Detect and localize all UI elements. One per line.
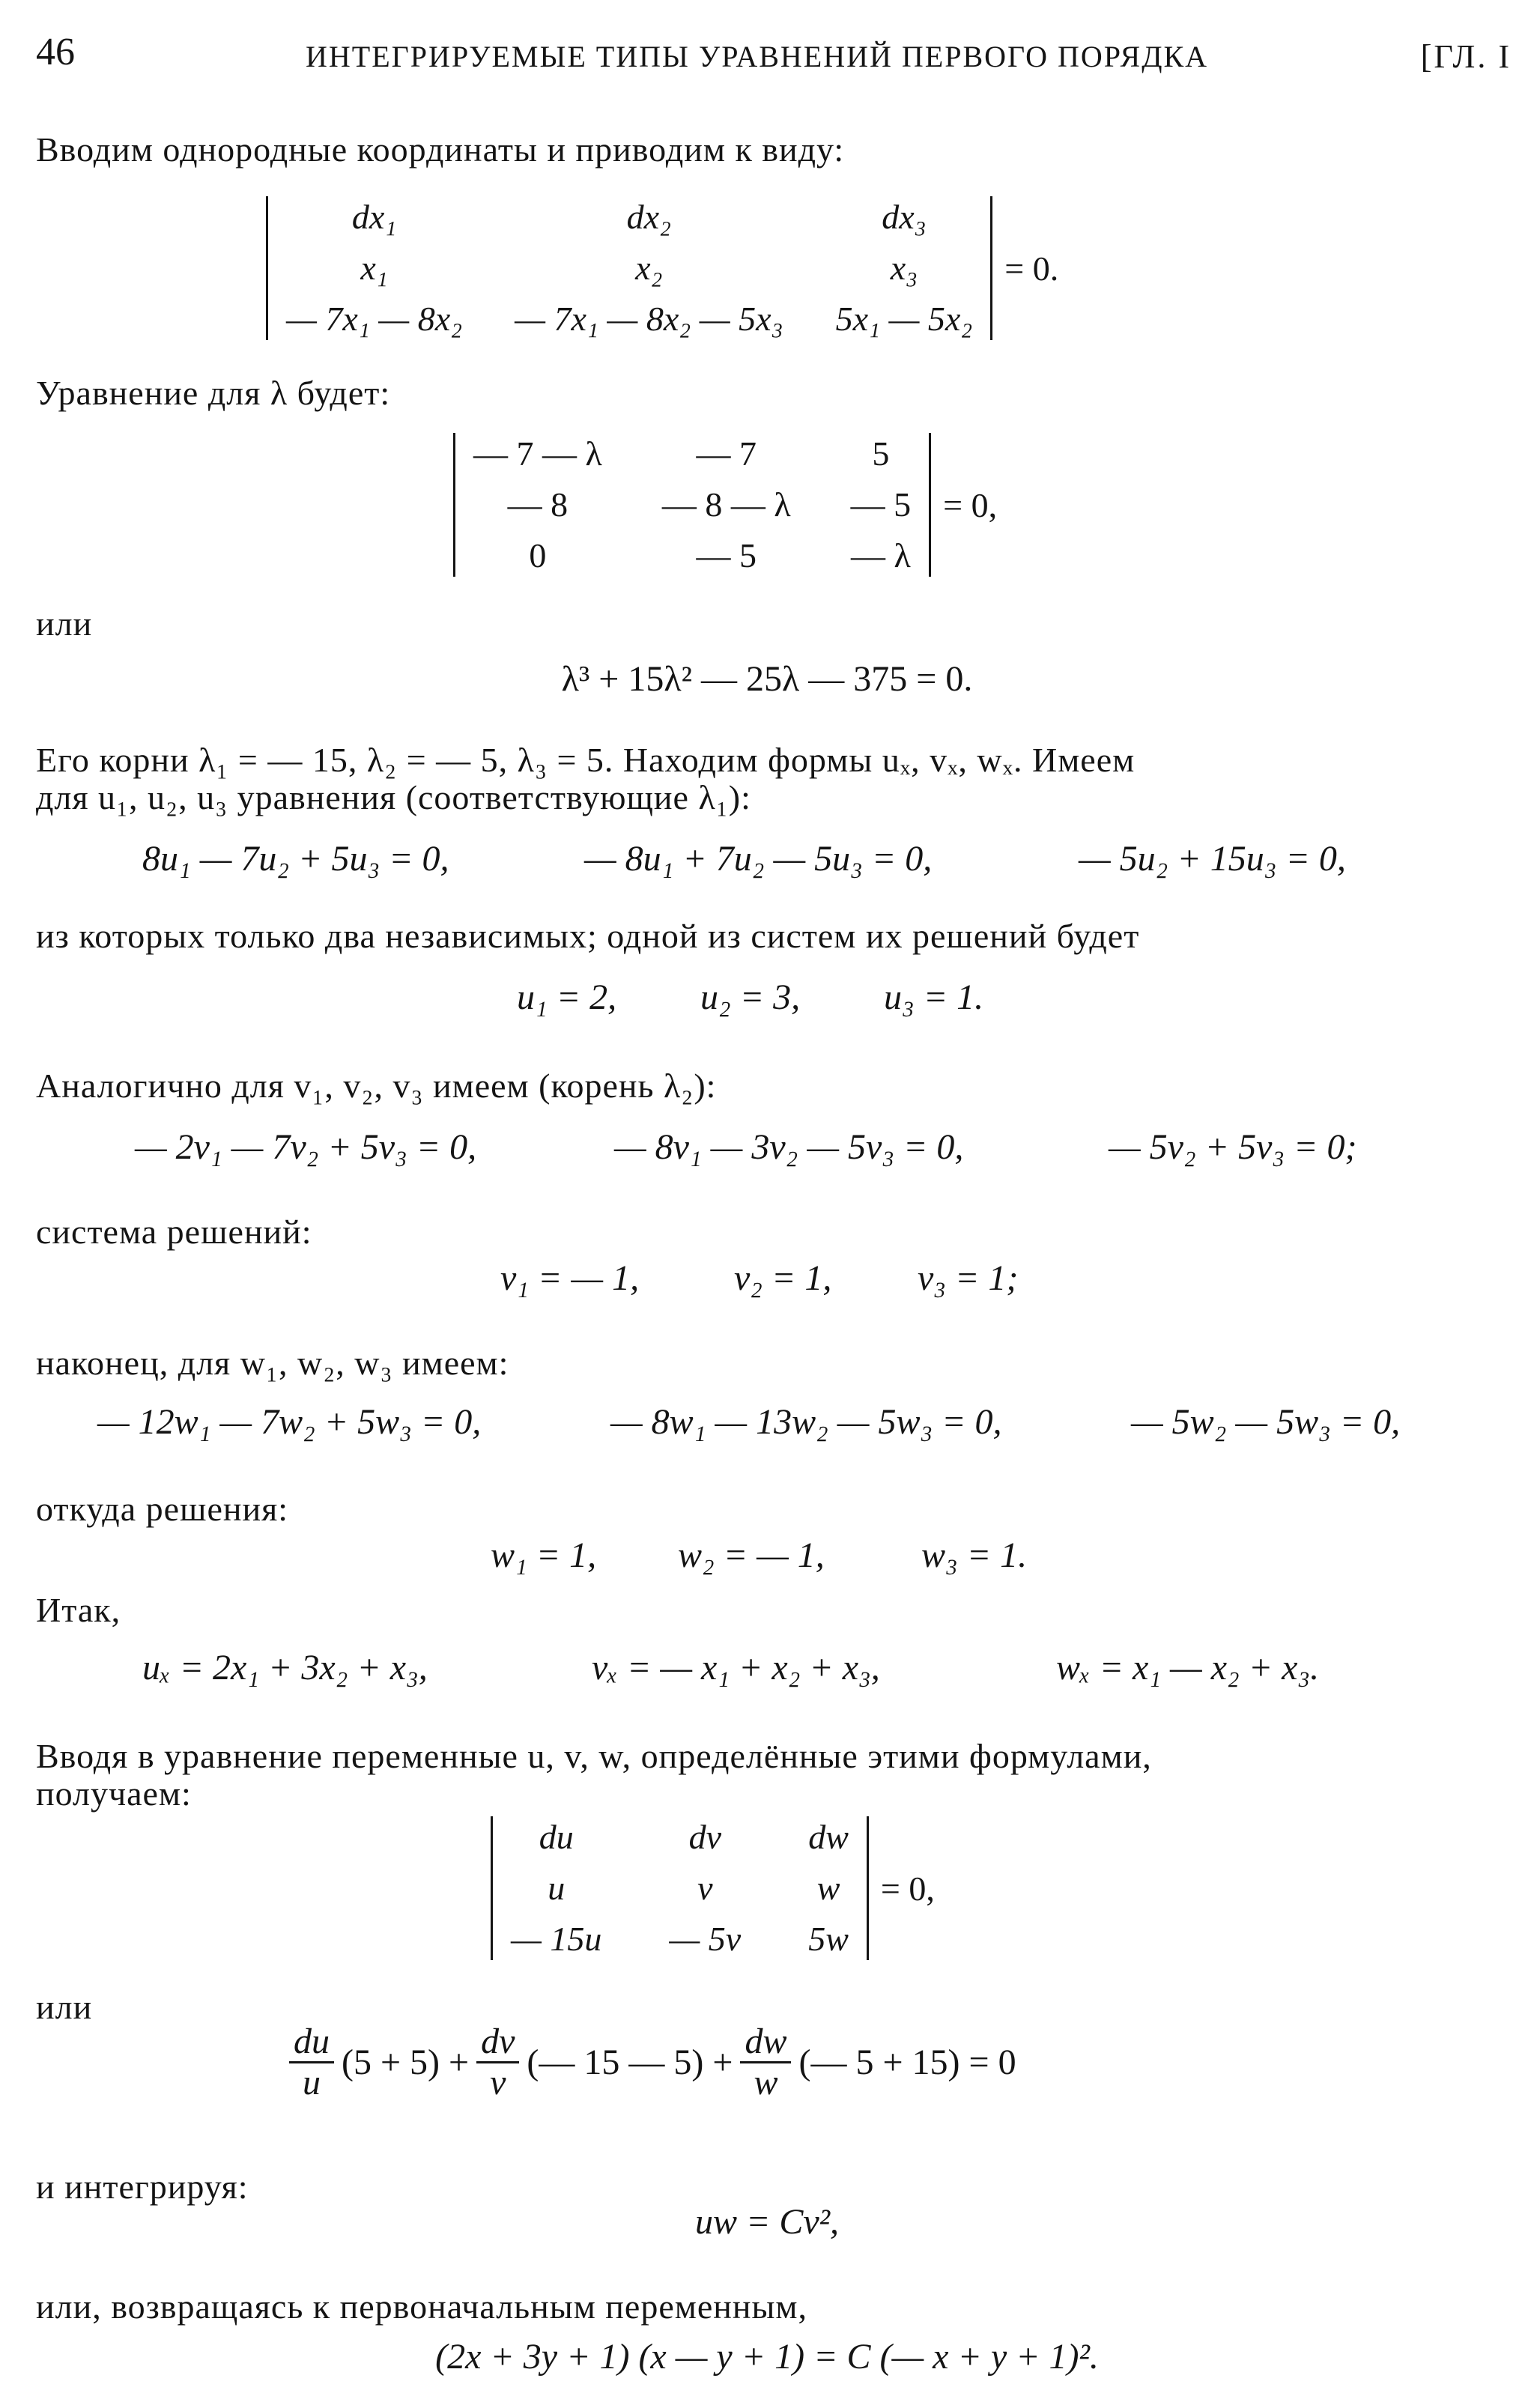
det3-cell: dv	[688, 1818, 722, 1856]
det2-cell: 5	[872, 434, 890, 473]
fraction-denominator: w	[754, 2063, 778, 2102]
running-title: ИНТЕГРИРУЕМЫЕ ТИПЫ УРАВНЕНИЙ ПЕРВОГО ПОРЯДКА	[306, 40, 1209, 73]
det2-cell: — 8	[507, 485, 569, 524]
sol-u-3: u₃ = 1.	[884, 977, 984, 1017]
determinant-1	[266, 196, 1058, 340]
paragraph-finally-w: наконец, для w₁, w₂, w₃ имеем:	[36, 1344, 509, 1382]
eq-v-3: — 5v₂ + 5v₃ = 0;	[1109, 1127, 1357, 1167]
det3-cell: v	[697, 1869, 713, 1907]
fraction-denominator: u	[303, 2063, 321, 2102]
det3-cell: u	[548, 1869, 566, 1907]
sol-u-1: u₁ = 2,	[517, 977, 617, 1017]
det2-cell: — λ	[850, 536, 911, 574]
det3-cell: dw	[808, 1818, 849, 1856]
paragraph-or-2: или	[36, 1988, 93, 2026]
sol-v-1: v₁ = — 1,	[500, 1258, 640, 1298]
fraction-numerator: dv	[476, 2022, 519, 2063]
fraction-term: (5 + 5) +	[342, 2042, 470, 2082]
fraction-numerator: dw	[740, 2022, 791, 2063]
paragraph-roots-1: Его корни λ₁ = — 15, λ₂ = — 5, λ₃ = 5. Находим формы uₓ, vₓ, wₓ. Имеем	[36, 741, 1136, 779]
det1-cell: dx₁	[351, 198, 397, 236]
paragraph-substitution-2: получаем:	[36, 1774, 192, 1813]
final-equation: (2x + 3y + 1) (x — y + 1) = C (— x + y + 1)².	[435, 2337, 1099, 2377]
det2-cell: — 5	[850, 485, 912, 524]
paragraph-thus: Итак,	[36, 1591, 121, 1629]
characteristic-equation: λ³ + 15λ² — 25λ — 375 = 0.	[561, 659, 973, 699]
eq-u-1: 8u₁ — 7u₂ + 5u₃ = 0,	[142, 839, 449, 879]
form-u: uₓ = 2x₁ + 3x₂ + x₃,	[142, 1648, 428, 1687]
fraction-equation	[285, 2022, 1019, 2102]
paragraph-roots-2: для u₁, u₂, u₃ уравнения (соответствующие λ₁):	[36, 778, 751, 816]
sol-u-2: u₂ = 3,	[700, 977, 801, 1017]
paragraph-intro: Вводим однородные координаты и приводим к виду:	[36, 130, 845, 169]
paragraph-integrating: и интегрируя:	[36, 2168, 249, 2206]
det1-cell: — 7x₁ — 8x₂ — 5x₃	[515, 300, 783, 338]
sol-w-1: w₁ = 1,	[491, 1535, 597, 1575]
page-number: 46	[36, 31, 75, 73]
sol-v-2: v₂ = 1,	[734, 1258, 832, 1298]
chapter-label: [ГЛ. I	[1420, 38, 1512, 75]
det3-cell: — 5v	[669, 1920, 742, 1958]
sol-v-3: v₃ = 1;	[918, 1258, 1019, 1298]
det2-rhs: = 0,	[943, 485, 998, 524]
det3-cell: — 15u	[511, 1920, 602, 1958]
determinant-2	[453, 433, 997, 577]
det2-cell: — 8 — λ	[661, 485, 791, 524]
form-v: vₓ = — x₁ + x₂ + x₃,	[592, 1648, 880, 1687]
fraction-du-u	[289, 2022, 334, 2102]
det1-cell: x₁	[360, 249, 388, 287]
eq-u-2: — 8u₁ + 7u₂ — 5u₃ = 0,	[584, 839, 933, 879]
page-header	[36, 30, 1512, 82]
paragraph-solution-system: система решений:	[36, 1213, 312, 1251]
eq-v-1: — 2v₁ — 7v₂ + 5v₃ = 0,	[135, 1127, 477, 1167]
det2-cell: 0	[529, 536, 547, 574]
fraction-term: (— 15 — 5) +	[527, 2042, 733, 2082]
paragraph-whence: откуда решения:	[36, 1490, 289, 1528]
det3-cell: du	[539, 1818, 574, 1856]
determinant-2-matrix	[453, 433, 931, 577]
eq-w-2: — 8w₁ — 13w₂ — 5w₃ = 0,	[610, 1402, 1002, 1442]
det1-cell: — 7x₁ — 8x₂	[286, 300, 463, 338]
sol-w-3: w₃ = 1.	[921, 1535, 1028, 1575]
fraction-denominator: v	[490, 2063, 506, 2102]
det3-rhs: = 0,	[880, 1869, 935, 1908]
determinant-3	[491, 1816, 935, 1960]
eq-v-2: — 8v₁ — 3v₂ — 5v₃ = 0,	[614, 1127, 964, 1167]
paragraph-lambda: Уравнение для λ будет:	[36, 374, 391, 412]
eq-w-1: — 12w₁ — 7w₂ + 5w₃ = 0,	[97, 1402, 482, 1442]
det1-cell: x₃	[890, 249, 918, 287]
paragraph-independent: из которых только два независимых; одной из систем их решений будет	[36, 917, 1140, 955]
det1-cell: 5x₁ — 5x₂	[835, 300, 973, 338]
paragraph-analog-v: Аналогично для v₁, v₂, v₃ имеем (корень λ₂):	[36, 1067, 717, 1105]
det1-cell: dx₃	[882, 198, 927, 236]
fraction-dw-w	[740, 2022, 791, 2102]
fraction-dv-v	[476, 2022, 519, 2102]
eq-u-3: — 5u₂ + 15u₃ = 0,	[1079, 839, 1346, 879]
fraction-term: (— 5 + 15) = 0	[798, 2042, 1016, 2082]
det2-cell: — 7 — λ	[473, 434, 602, 473]
integral-equation: uw = Cv²,	[694, 2202, 840, 2242]
det1-rhs: = 0.	[1004, 249, 1059, 288]
determinant-1-matrix	[266, 196, 992, 340]
form-w: wₓ = x₁ — x₂ + x₃.	[1056, 1648, 1320, 1687]
eq-w-3: — 5w₂ — 5w₃ = 0,	[1131, 1402, 1401, 1442]
paragraph-return-vars: или, возвращаясь к первоначальным переменным,	[36, 2287, 808, 2326]
paragraph-substitution-1: Вводя в уравнение переменные u, v, w, определённые этими формулами,	[36, 1737, 1152, 1775]
fraction-numerator: du	[289, 2022, 334, 2063]
det2-cell: — 5	[696, 536, 757, 574]
det1-cell: x₂	[635, 249, 663, 287]
paragraph-or-1: или	[36, 604, 93, 643]
det3-cell: 5w	[808, 1920, 849, 1958]
sol-w-2: w₂ = — 1,	[678, 1535, 825, 1575]
determinant-3-matrix	[491, 1816, 869, 1960]
det2-cell: — 7	[696, 434, 757, 473]
det3-cell: w	[816, 1869, 840, 1907]
det1-cell: dx₂	[626, 198, 672, 236]
